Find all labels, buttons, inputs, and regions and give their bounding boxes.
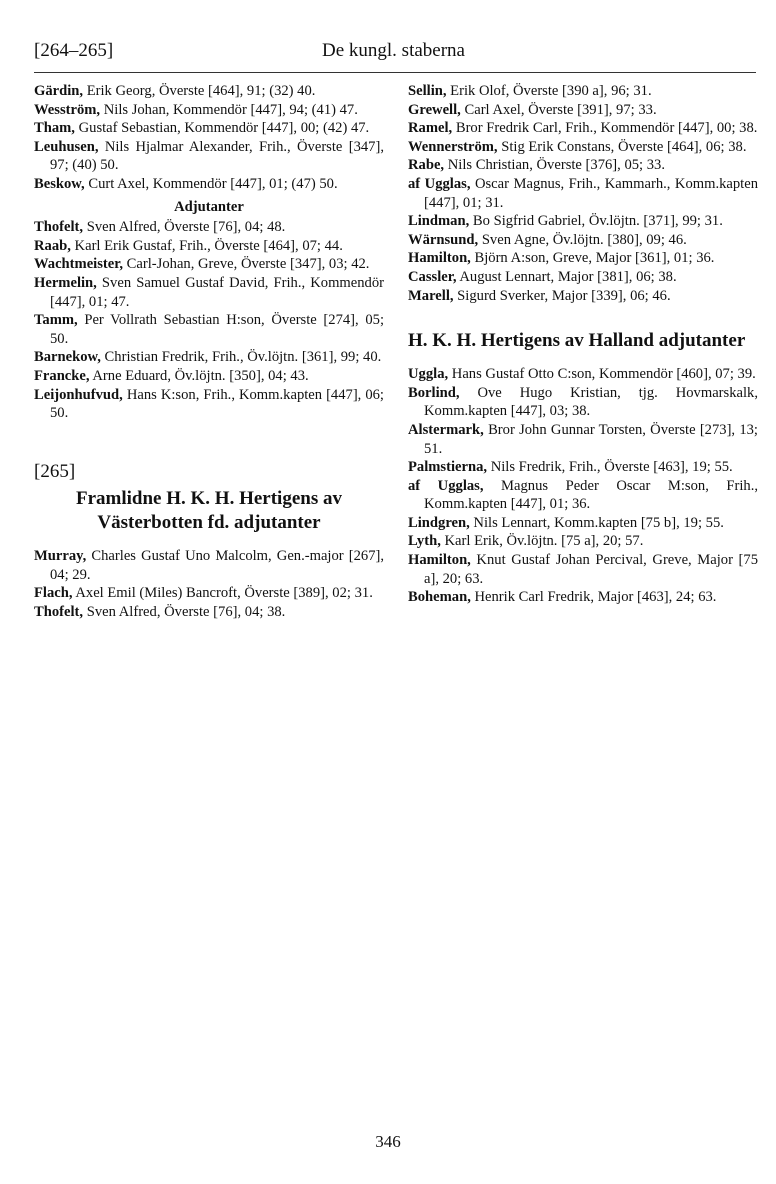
- entry-surname: Gärdin,: [34, 83, 84, 99]
- entry-details: Nils Fredrik, Frih., Överste [463], 19; 55.: [487, 459, 733, 476]
- entry-surname: Flach,: [34, 585, 73, 602]
- list-entry: [34, 218, 384, 237]
- right-column: [408, 82, 758, 607]
- header-rule: [34, 72, 756, 73]
- entry-surname: Hermelin,: [34, 274, 97, 291]
- entry-details: Bror Fredrik Carl, Frih., Kommendör [447], 00; 38.: [452, 120, 758, 137]
- entry-details: Ove Hugo Kristian, tjg. Hovmarskalk, Komm.kapten [447], 03; 38.: [424, 384, 758, 420]
- section-title-vasterbotten: Framlidne H. K. H. Hertigens av Västerbotten fd. adjutanter: [76, 488, 342, 534]
- list-entry: [408, 175, 758, 212]
- list-entry: [408, 532, 758, 551]
- entry-surname: Tham,: [34, 120, 75, 137]
- entry-surname: Lindgren,: [408, 514, 470, 531]
- page-header: [34, 40, 756, 68]
- entry-surname: Thofelt,: [34, 219, 84, 236]
- list-entry: [408, 514, 758, 533]
- entry-details: Carl-Johan, Greve, Överste [347], 03; 42.: [123, 256, 370, 273]
- entry-surname: Thofelt,: [34, 604, 84, 621]
- entry-surname: Francke,: [34, 367, 90, 384]
- entry-details: Nils Hjalmar Alexander, Frih., Överste [347], 97; (40) 50.: [50, 138, 384, 174]
- list-entry: [408, 421, 758, 458]
- entry-surname: Wennerström,: [408, 138, 498, 155]
- list-entry: [408, 138, 758, 157]
- entry-surname: Beskow,: [34, 175, 85, 192]
- list-entry: [34, 584, 384, 603]
- section-title-halland: H. K. H. Hertigens av Halland adjutanter: [408, 330, 746, 352]
- section-number: [265]: [34, 460, 76, 482]
- entry-surname: Wärnsund,: [408, 231, 479, 248]
- entry-details: Sven Agne, Öv.löjtn. [380], 09; 46.: [478, 231, 687, 248]
- entry-surname: Leijonhufvud,: [34, 386, 123, 403]
- entry-surname: Palmstierna,: [408, 459, 488, 476]
- entry-details: Karl Erik, Öv.löjtn. [75 a], 20; 57.: [440, 533, 644, 550]
- entry-surname: Raab,: [34, 237, 71, 254]
- entry-surname: Barnekow,: [34, 349, 101, 366]
- list-entry: [408, 231, 758, 250]
- entry-details: Sven Alfred, Överste [76], 04; 48.: [83, 219, 286, 236]
- entry-surname: Ramel,: [408, 120, 453, 137]
- entry-details: Charles Gustaf Uno Malcolm, Gen.-major [267], 04; 29.: [50, 548, 384, 583]
- entry-surname: Hamilton,: [408, 250, 471, 267]
- entry-details: Stig Erik Constans, Överste [464], 06; 38.: [497, 138, 747, 155]
- list-entry: [34, 237, 384, 256]
- list-entry: [34, 255, 384, 274]
- list-entry: [34, 386, 384, 423]
- entry-surname: Wachtmeister,: [34, 256, 124, 273]
- entry-details: Henrik Carl Fredrik, Major [463], 24; 63.: [470, 589, 717, 606]
- entry-details: Björn A:son, Greve, Major [361], 01; 36.: [470, 250, 715, 267]
- entry-surname: Grewell,: [408, 101, 461, 118]
- entry-details: Hans Gustaf Otto C:son, Kommendör [460], 07; 39.: [448, 366, 756, 383]
- list-entry: [34, 311, 384, 348]
- entry-surname: Lyth,: [408, 533, 441, 550]
- list-entry: [34, 274, 384, 311]
- staff-list-continued: [408, 82, 758, 305]
- entry-surname: Borlind,: [408, 384, 460, 401]
- entry-surname: Uggla,: [408, 366, 449, 383]
- list-entry: [408, 82, 758, 101]
- entry-details: Curt Axel, Kommendör [447], 01; (47) 50.: [84, 175, 338, 192]
- list-entry: [408, 249, 758, 268]
- list-entry: [408, 268, 758, 287]
- list-entry: [34, 547, 384, 584]
- list-entry: [408, 588, 758, 607]
- former-adjutanter-list: [34, 547, 384, 621]
- entry-details: Bror John Gunnar Torsten, Överste [273], 13; 51.: [424, 421, 758, 457]
- entry-surname: Cassler,: [408, 268, 457, 285]
- entry-surname: Leuhusen,: [34, 138, 99, 155]
- page-range: [264–265]: [34, 40, 114, 61]
- entry-details: Arne Eduard, Öv.löjtn. [350], 04; 43.: [89, 367, 309, 384]
- entry-surname: Marell,: [408, 287, 454, 304]
- list-entry: [408, 119, 758, 138]
- page-number: 346: [375, 1132, 401, 1151]
- entry-details: Bo Sigfrid Gabriel, Öv.löjtn. [371], 99; 31.: [469, 213, 723, 230]
- entry-details: Nils Lennart, Komm.kapten [75 b], 19; 55.: [469, 514, 724, 531]
- entry-surname: Wesström,: [34, 101, 101, 118]
- entry-surname: af Ugglas,: [408, 477, 484, 494]
- entry-details: Axel Emil (Miles) Bancroft, Överste [389], 02; 31.: [72, 585, 373, 602]
- entry-details: Nils Johan, Kommendör [447], 94; (41) 47.: [100, 101, 358, 118]
- list-entry: [408, 212, 758, 231]
- entry-details: August Lennart, Major [381], 06; 38.: [456, 268, 677, 285]
- list-entry: [34, 348, 384, 367]
- list-entry: [408, 101, 758, 120]
- entry-surname: Sellin,: [408, 83, 447, 99]
- entry-details: Sigurd Sverker, Major [339], 06; 46.: [453, 287, 671, 304]
- entry-surname: Boheman,: [408, 589, 471, 606]
- list-entry: [34, 138, 384, 175]
- entry-surname: Rabe,: [408, 157, 445, 174]
- list-entry: [34, 119, 384, 138]
- list-entry: [408, 458, 758, 477]
- entry-surname: Lindman,: [408, 213, 470, 230]
- list-entry: [34, 603, 384, 622]
- entry-details: Knut Gustaf Johan Percival, Greve, Major [75 a], 20; 63.: [424, 552, 758, 587]
- list-entry: [408, 365, 758, 384]
- entry-details: Erik Olof, Överste [390 a], 96; 31.: [446, 83, 652, 99]
- entry-surname: Alstermark,: [408, 421, 484, 438]
- adjutanter-list: [34, 218, 384, 423]
- entry-details: Nils Christian, Överste [376], 05; 33.: [444, 157, 666, 174]
- entry-details: Oscar Magnus, Frih., Kammarh., Komm.kapten [447], 01; 31.: [424, 175, 758, 211]
- staff-list: [34, 82, 384, 194]
- list-entry: [34, 101, 384, 120]
- list-entry: [34, 82, 384, 101]
- halland-adjutanter-list: [408, 365, 758, 607]
- entry-details: Karl Erik Gustaf, Frih., Överste [464], 07; 44.: [70, 237, 343, 254]
- entry-details: Hans K:son, Frih., Komm.kapten [447], 06; 50.: [50, 386, 384, 422]
- entry-surname: Murray,: [34, 548, 87, 565]
- entry-details: Magnus Peder Oscar M:son, Frih., Komm.kapten [447], 01; 36.: [424, 477, 758, 513]
- list-entry: [408, 156, 758, 175]
- list-entry: [34, 367, 384, 386]
- list-entry: [408, 287, 758, 306]
- entry-details: Carl Axel, Överste [391], 97; 33.: [460, 101, 657, 118]
- list-entry: [408, 551, 758, 588]
- left-column: [34, 82, 384, 622]
- list-entry: [34, 175, 384, 194]
- running-title: De kungl. staberna: [322, 40, 465, 61]
- entry-details: Gustaf Sebastian, Kommendör [447], 00; (42) 47.: [74, 120, 370, 137]
- entry-surname: Hamilton,: [408, 552, 471, 569]
- entry-details: Sven Samuel Gustaf David, Frih., Kommendör [447], 01; 47.: [50, 274, 384, 310]
- entry-details: Christian Fredrik, Frih., Öv.löjtn. [361], 99; 40.: [100, 349, 382, 366]
- list-entry: [408, 477, 758, 514]
- adjutanter-heading: Adjutanter: [174, 198, 244, 215]
- entry-surname: Tamm,: [34, 312, 78, 329]
- entry-details: Erik Georg, Överste [464], 91; (32) 40.: [83, 83, 316, 99]
- list-entry: [408, 384, 758, 421]
- entry-details: Sven Alfred, Överste [76], 04; 38.: [83, 604, 286, 621]
- entry-details: Per Vollrath Sebastian H:son, Överste [274], 05; 50.: [50, 312, 384, 347]
- entry-surname: af Ugglas,: [408, 175, 471, 192]
